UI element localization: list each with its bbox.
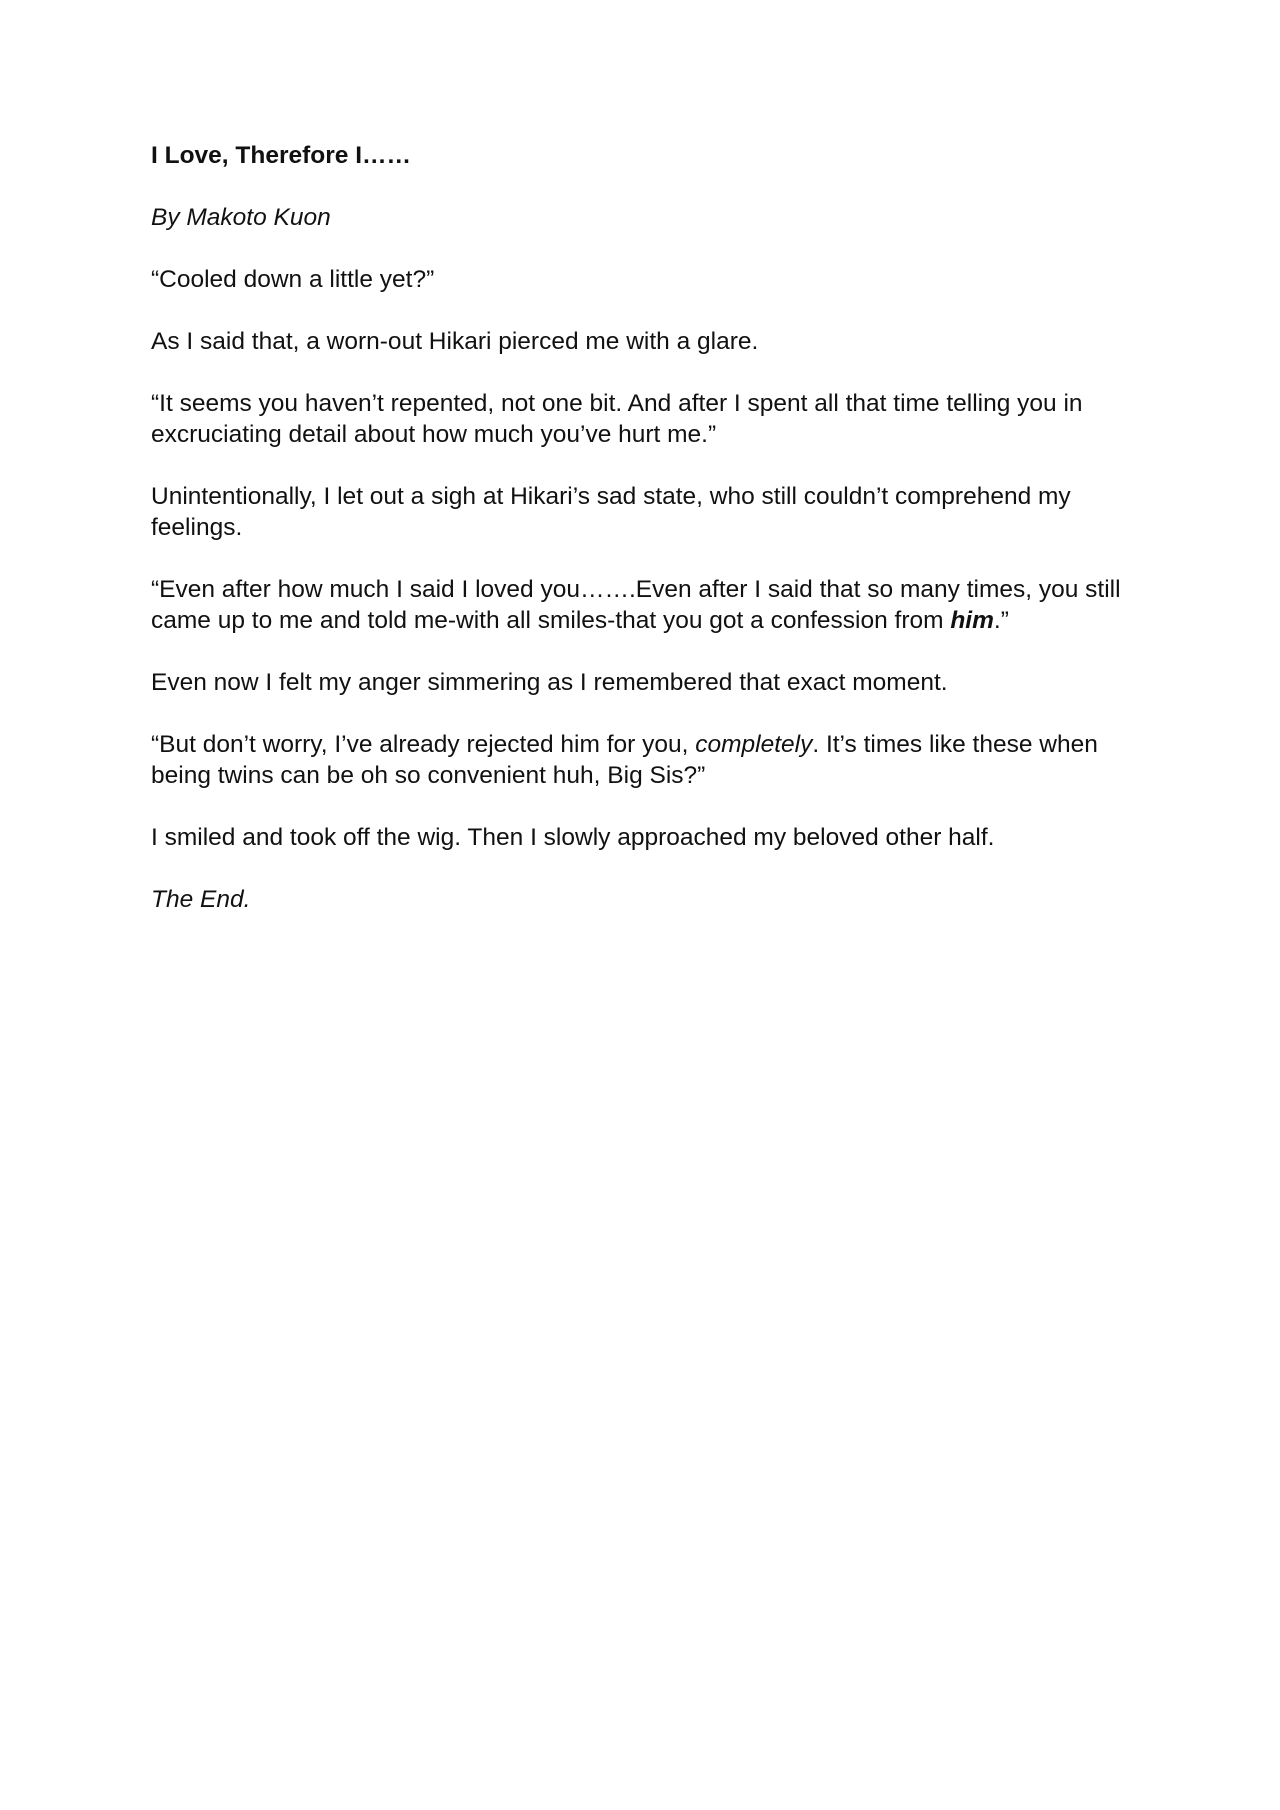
story-title: I Love, Therefore I…… xyxy=(151,142,412,169)
paragraph: “It seems you haven’t repented, not one bit. And after I spent all that time telling you in excruciating detail about how much you’ve hurt me.” xyxy=(151,390,1083,448)
document-page xyxy=(151,140,1141,946)
paragraph-text: .” xyxy=(993,607,1009,634)
emphasis-text: him xyxy=(950,607,994,634)
paragraph xyxy=(151,729,1141,791)
paragraph: Even now I felt my anger simmering as I remembered that exact moment. xyxy=(151,669,948,696)
paragraph-text: “Even after how much I said I loved you…….Even after I said that so many times, you still came up to me and told me-with all smiles-that you got a confession from xyxy=(151,576,1121,634)
emphasis-text: completely xyxy=(695,731,813,758)
paragraph: As I said that, a worn-out Hikari pierced me with a glare. xyxy=(151,328,759,355)
paragraph-text: . It’s times like these when being twins can be oh so convenient huh, Big Sis?” xyxy=(151,731,1098,789)
paragraph: I smiled and took off the wig. Then I slowly approached my beloved other half. xyxy=(151,824,995,851)
paragraph: Unintentionally, I let out a sigh at Hikari’s sad state, who still couldn’t comprehend my feelings. xyxy=(151,483,1071,541)
author-byline: By Makoto Kuon xyxy=(151,204,331,231)
paragraph xyxy=(151,574,1141,636)
paragraph-text: “But don’t worry, I’ve already rejected him for you, xyxy=(151,731,696,758)
paragraph: “Cooled down a little yet?” xyxy=(151,266,435,293)
story-ending: The End. xyxy=(151,886,251,913)
